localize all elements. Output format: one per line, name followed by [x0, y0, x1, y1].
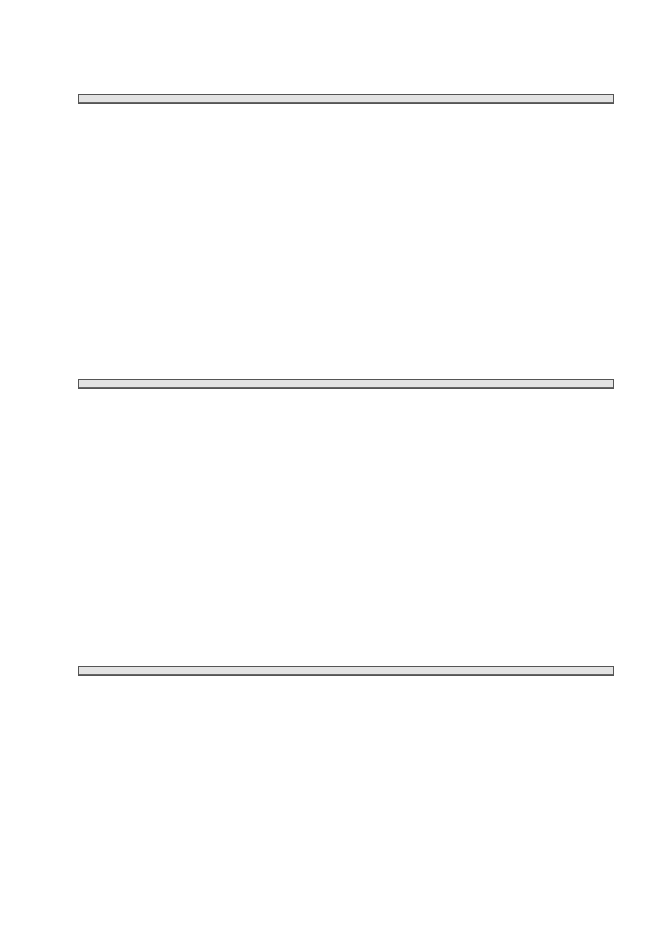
section-no-load: [78, 379, 614, 389]
section-reverse-locked-rotor: [78, 94, 614, 104]
section-title: [79, 380, 613, 388]
section-constant-flux: [78, 666, 614, 676]
section-title: [79, 667, 613, 675]
section-title: [79, 95, 613, 103]
